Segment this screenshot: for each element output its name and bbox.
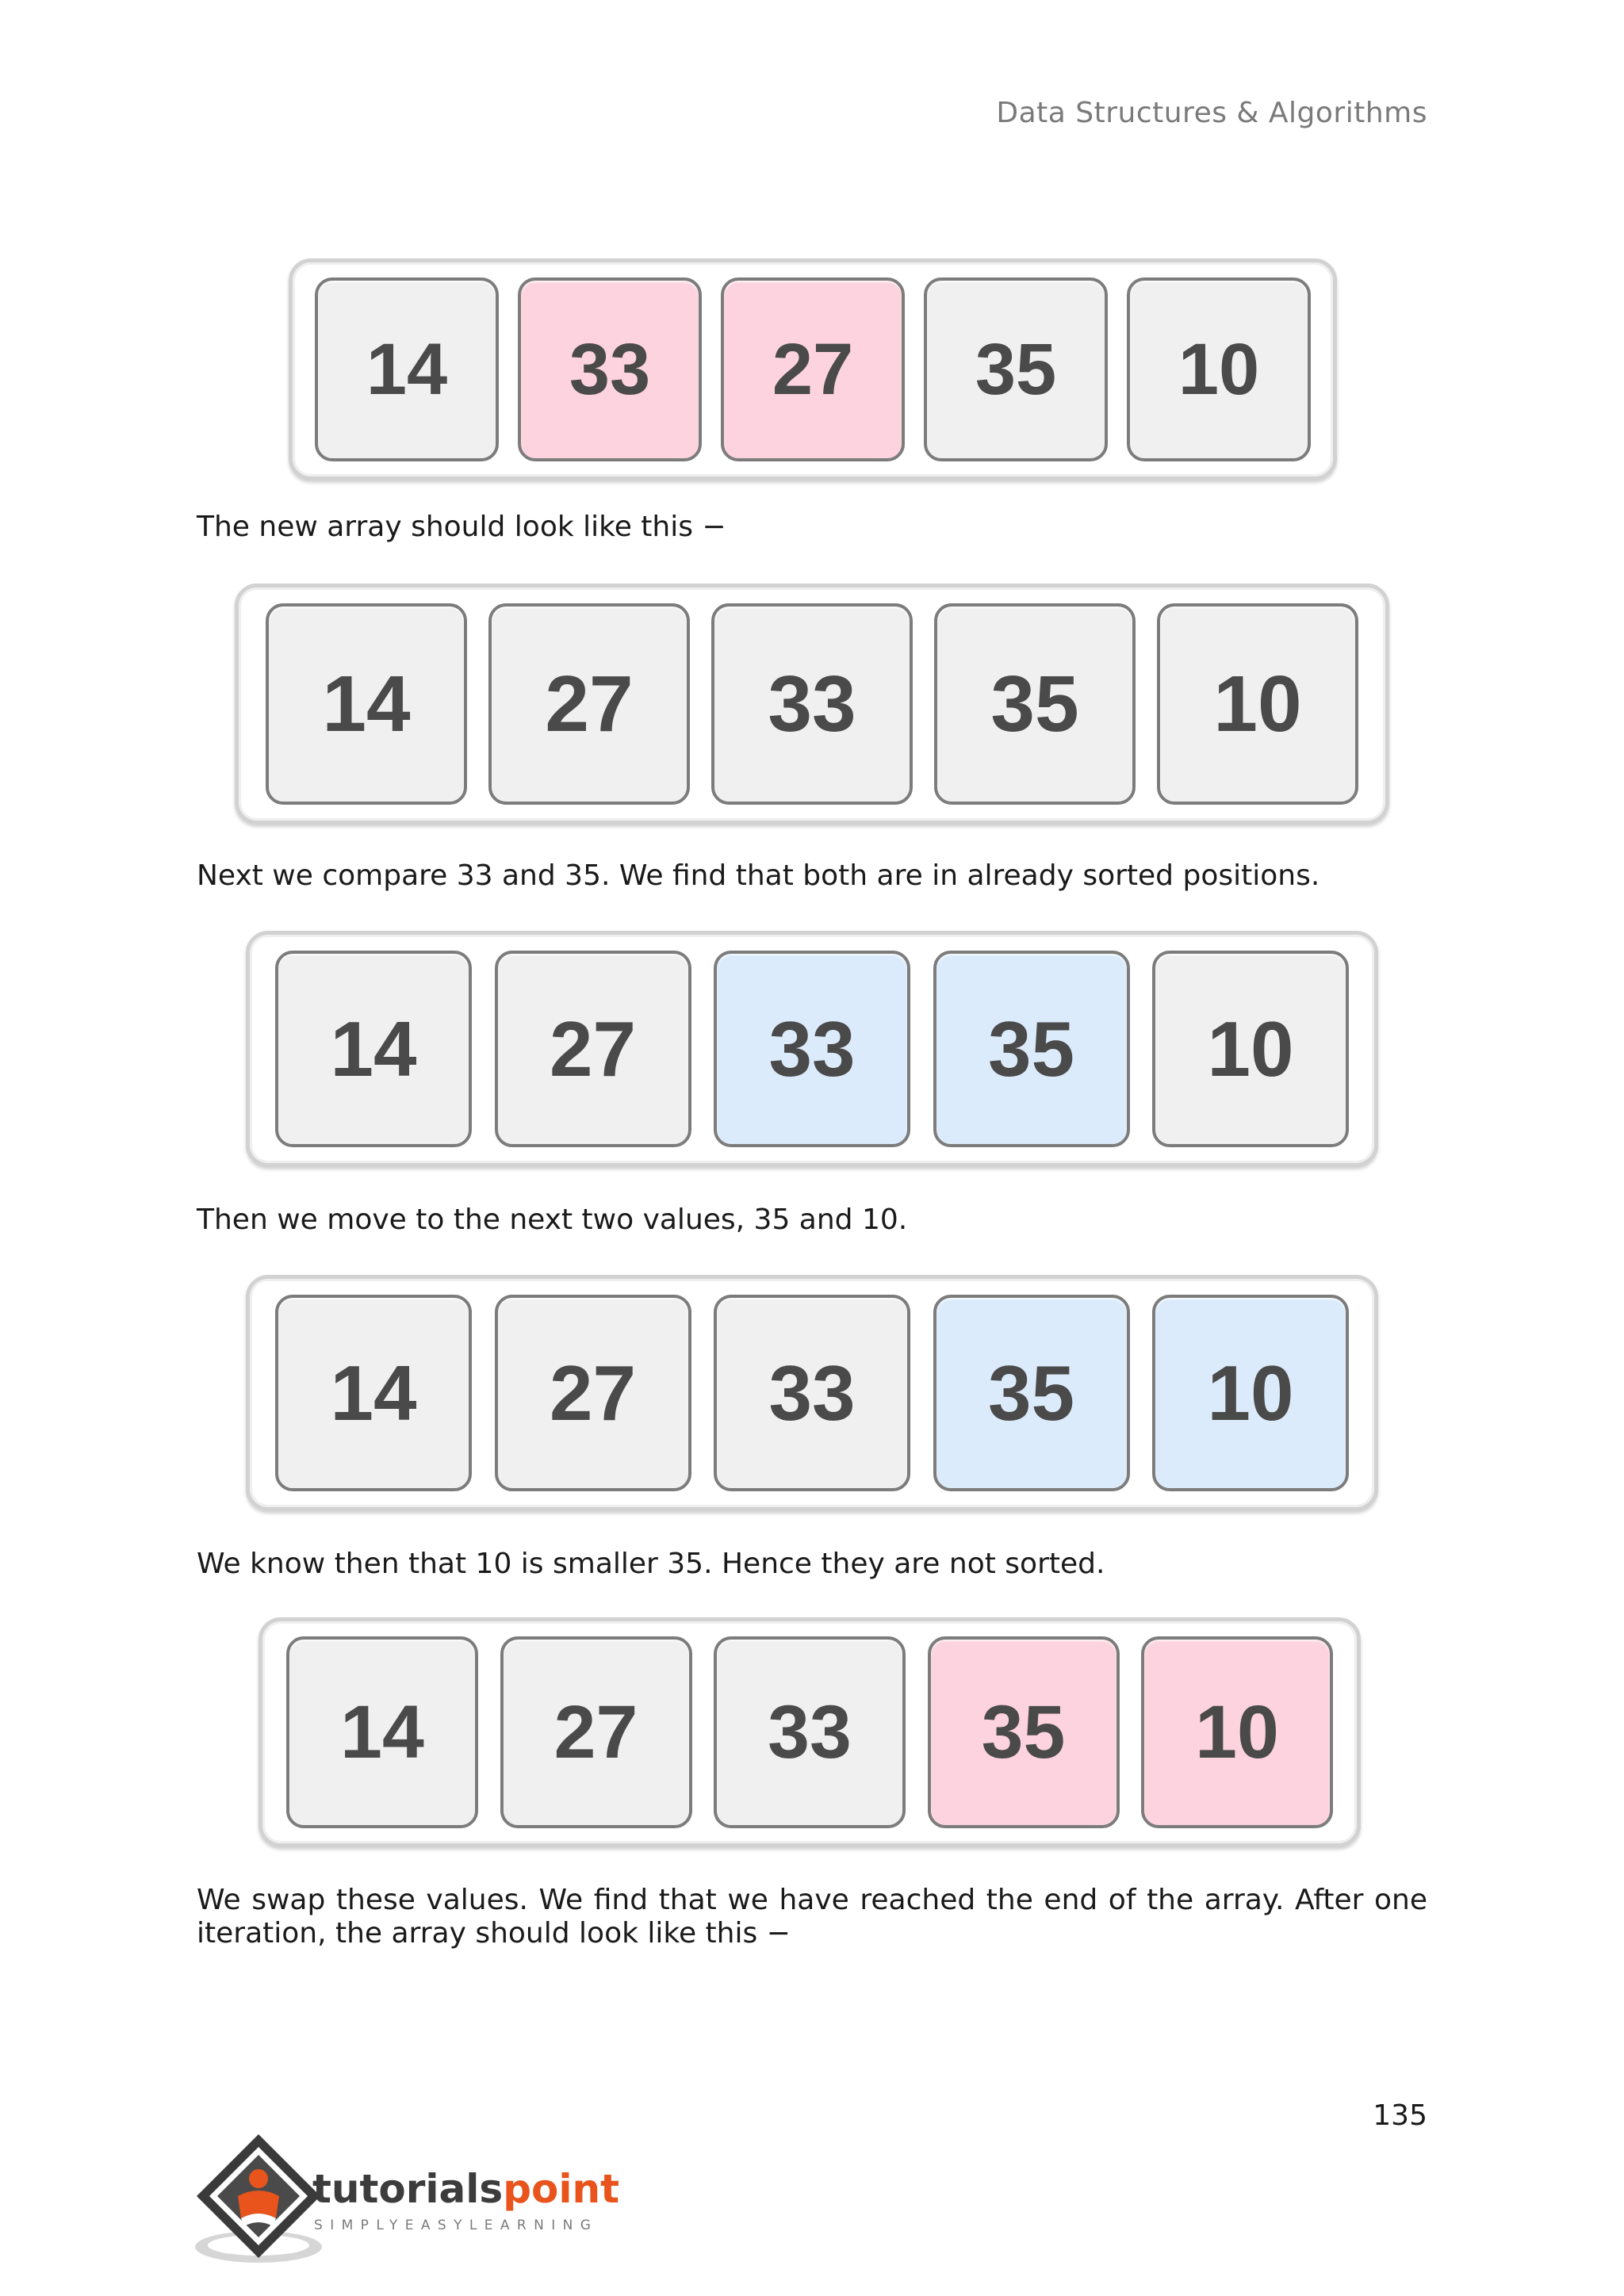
- array-cell: 27: [495, 1295, 691, 1491]
- array-cell: 27: [495, 951, 691, 1147]
- array-cell: 14: [275, 1295, 472, 1491]
- array-diagram-1: [289, 258, 1337, 480]
- array-cell: 33: [714, 1295, 910, 1491]
- paragraph-5: We swap these values. We find that we have reached the end of the array. After one iteration, the array should look like this −: [197, 1884, 1427, 1950]
- paragraph-4: We know then that 10 is smaller 35. Hence they are not sorted.: [197, 1548, 1105, 1580]
- paragraph-3: Then we move to the next two values, 35 and 10.: [197, 1203, 908, 1236]
- array-cell: 10: [1127, 277, 1311, 461]
- running-header: Data Structures & Algorithms: [996, 97, 1427, 129]
- array-cell: 27: [488, 603, 690, 805]
- array-diagram-4: [246, 1275, 1378, 1511]
- array-cell: 10: [1152, 1295, 1349, 1491]
- array-diagram-3: [246, 931, 1378, 1167]
- array-cell: 33: [714, 951, 910, 1147]
- paragraph-1: The new array should look like this −: [197, 511, 726, 543]
- array-cell: 35: [924, 277, 1108, 461]
- tutorialspoint-logo: [193, 2130, 638, 2269]
- array-cell: 33: [518, 277, 702, 461]
- page-number: 135: [1373, 2099, 1427, 2132]
- array-diagram-2: [235, 584, 1389, 825]
- paragraph-2: Next we compare 33 and 35. We find that both are in already sorted positions.: [197, 859, 1320, 892]
- array-cell: 33: [714, 1636, 906, 1828]
- array-cell: 35: [928, 1636, 1120, 1828]
- array-cell: 35: [933, 951, 1130, 1147]
- array-cell: 14: [286, 1636, 478, 1828]
- array-cell: 33: [711, 603, 913, 805]
- array-cell: 10: [1141, 1636, 1333, 1828]
- logo-wordmark: tutorialspoint: [312, 2166, 619, 2212]
- array-cell: 27: [721, 277, 905, 461]
- logo-tagline: SIMPLYEASYLEARNING: [314, 2218, 599, 2233]
- logo-person-icon: [249, 2169, 268, 2188]
- array-cell: 27: [500, 1636, 692, 1828]
- array-diagram-5: [259, 1617, 1361, 1847]
- array-cell: 14: [266, 603, 467, 805]
- array-cell: 35: [933, 1295, 1130, 1491]
- array-cell: 35: [934, 603, 1136, 805]
- array-cell: 10: [1157, 603, 1358, 805]
- array-cell: 14: [315, 277, 499, 461]
- array-cell: 14: [275, 951, 472, 1147]
- array-cell: 10: [1152, 951, 1349, 1147]
